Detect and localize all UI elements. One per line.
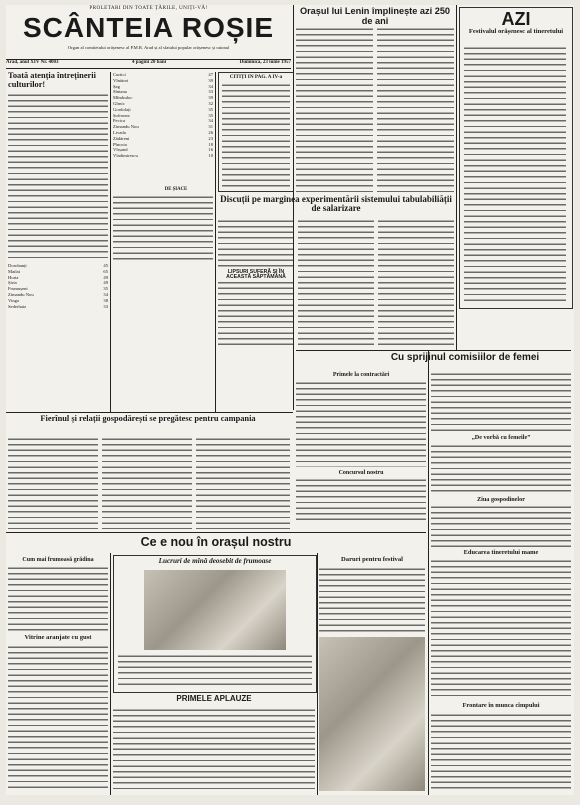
table-cell-name: Pîncota [113, 141, 127, 147]
aplauze-headline: PRIMELE APLAUZE [176, 694, 252, 703]
table-cell-name: Horia [8, 274, 19, 280]
comisii-col2b [431, 444, 571, 496]
masthead-title: SCÂNTEIA ROȘIE [23, 12, 274, 43]
table-cell-name: Gîrnic [113, 100, 125, 106]
furaje-col1 [8, 437, 98, 529]
lucruri-box [113, 555, 317, 693]
table-cell-name: Mîndruloc [113, 95, 133, 101]
comisii-headline: Cu sprijinul comisiilor de femei [390, 352, 540, 363]
lenin-headline: Orașul lui Lenin împlinește azi 250 de ani [299, 6, 451, 26]
table-cell-value: 49 [103, 274, 108, 280]
frontul-body [431, 713, 571, 791]
discutii-headline: Discuții pe marginea experimentării sistemului tabulabiliății de salarizare [220, 194, 452, 214]
table-cell-name: Curtici [113, 72, 126, 77]
table-cell-value: 18 [208, 141, 213, 147]
table-cell-value: 65 [103, 268, 108, 274]
furaje-col2 [102, 437, 192, 529]
discutii-col3 [378, 219, 454, 349]
table-cell-name: Pecica [113, 118, 125, 124]
table-cell-value: 47 [208, 72, 213, 77]
table-cell-value: 35 [103, 286, 108, 292]
table-cell-value: 23 [208, 135, 213, 141]
nou-headline: Ce e nou în orașul nostru [140, 535, 292, 549]
citit-box [218, 72, 294, 192]
table-label: DE ȘIACE [164, 187, 188, 192]
table-cell-value: 33 [208, 89, 213, 95]
table-cell-value: 45 [103, 263, 108, 268]
citit-title: CITIȚI IN PAG. A IV-a [229, 74, 283, 80]
lenin-article-col1 [296, 27, 373, 195]
left-bottom-sub2: Vitrine aranjate cu gust [24, 634, 92, 641]
table-cell-name: Șiria [8, 280, 17, 286]
azi-title: AZI [501, 9, 531, 29]
table-cell-value: 31 [208, 124, 213, 130]
table-cell-value: 38 [103, 297, 108, 303]
lenin-article-col2 [377, 27, 454, 195]
table-cell-name: Sîntana [113, 89, 127, 95]
azi-subtitle: Festivalul orășenesc al tineretului [468, 27, 564, 35]
masthead-info-bar [6, 60, 291, 68]
comisii-col1b [296, 478, 426, 520]
table-cell-name: Frumușeni [8, 286, 28, 292]
comisii-sub1: Primele la contractări [332, 372, 390, 378]
furaje-col3 [196, 437, 290, 529]
table-cell-value: 34 [208, 118, 213, 124]
table-cell-name: Dorobanți [8, 263, 27, 268]
lipsuri-headline: LIPSURI SUFERĂ ȘI ÎN ACEASTĂ SĂPTĂMÂNĂ [218, 270, 294, 281]
table-cell-value: 33 [103, 303, 108, 309]
table-cell-value: 10 [208, 153, 213, 159]
comisii-sub4: Ziua gospodinelor [477, 496, 525, 503]
table-cell-value: 26 [208, 129, 213, 135]
left-bottom-body2 [8, 645, 108, 791]
table-row [113, 153, 213, 159]
darori-headline: Daruri pentru festival [341, 556, 403, 563]
aplauze-body [113, 708, 315, 791]
table-cell-name: Șofronea [113, 112, 130, 118]
table-cell-name: Zimandu Nou [113, 124, 139, 130]
table-row [8, 304, 108, 310]
table-cell-value: 39 [208, 95, 213, 101]
table-cell-name: Sederhaiz [8, 303, 27, 309]
furaje-headline: Fierînul și relații gospodărești se pregătesc pentru campania [40, 414, 256, 423]
masthead [6, 5, 291, 67]
azi-box [459, 7, 573, 309]
table-cell-name: Livada [113, 129, 126, 135]
left-bottom-body1 [8, 566, 108, 632]
table-cell-value: 35 [208, 112, 213, 118]
comisii-col2c [431, 505, 571, 547]
table-cell-name: Vînători [113, 77, 129, 83]
table-cell-value: 39 [208, 77, 213, 83]
table-cell-value: 34 [103, 291, 108, 297]
educare-headline: Educarea tineretului mame [463, 549, 539, 556]
table-cell-value: 16 [208, 147, 213, 153]
table-cell-name: Zimandu Nou [8, 291, 34, 297]
table-cell-name: Vîrșand [113, 147, 128, 153]
table-cell-name: Gordolați [113, 106, 131, 112]
discutii-col2 [298, 219, 374, 349]
left-article-body [8, 93, 108, 261]
lucruri-photo [144, 570, 286, 650]
table-cell-name: Vladimirescu [113, 153, 138, 159]
table-cell-name: Mailat [8, 268, 20, 274]
comisii-col2 [431, 372, 571, 434]
results-table-1 [113, 72, 213, 159]
table-cell-name: Vinga [8, 297, 19, 303]
page-count: 4 pagini 20 bani [132, 60, 167, 65]
comisii-sub3: „De vorbă cu femeile” [471, 434, 531, 441]
comisii-sub2: Concursul nostru [338, 470, 384, 476]
col2-body [113, 195, 213, 263]
frontul-headline: Frontare în munca cîmpului [462, 702, 540, 709]
newspaper-page [6, 5, 574, 795]
darori-body [319, 567, 425, 633]
table-cell-value: 35 [208, 106, 213, 112]
issue-number: Arad, anul XIV Nr. 4003 [6, 60, 59, 65]
left-bottom-sub1: Cum mai frumoasă grădina [22, 557, 94, 563]
darori-photo [319, 637, 425, 791]
masthead-slogan: PROLETARI DIN TOATE ȚĂRILE, UNIȚI-VĂ! [89, 5, 208, 11]
discutii-col1 [218, 219, 294, 349]
results-table-2 [8, 263, 108, 309]
issue-date: Duminică, 23 iunie 1957 [239, 60, 291, 65]
educare-body [431, 559, 571, 699]
masthead-subtitle: Organ al comitetului orășenesc al P.M.R. Arad și al sfatului popular orășenesc și raional [67, 45, 230, 50]
table-cell-value: 34 [208, 83, 213, 89]
comisii-col1 [296, 381, 426, 467]
table-cell-value: 49 [103, 280, 108, 286]
table-cell-name: Zădăreni [113, 135, 130, 141]
left-headline: Toată atenția întreținerii culturilor! [8, 71, 96, 89]
table-cell-value: 32 [208, 100, 213, 106]
lucruri-title: Lucruri de mînă deosebit de frumoase [158, 557, 272, 565]
table-cell-name: Șag [113, 83, 120, 89]
